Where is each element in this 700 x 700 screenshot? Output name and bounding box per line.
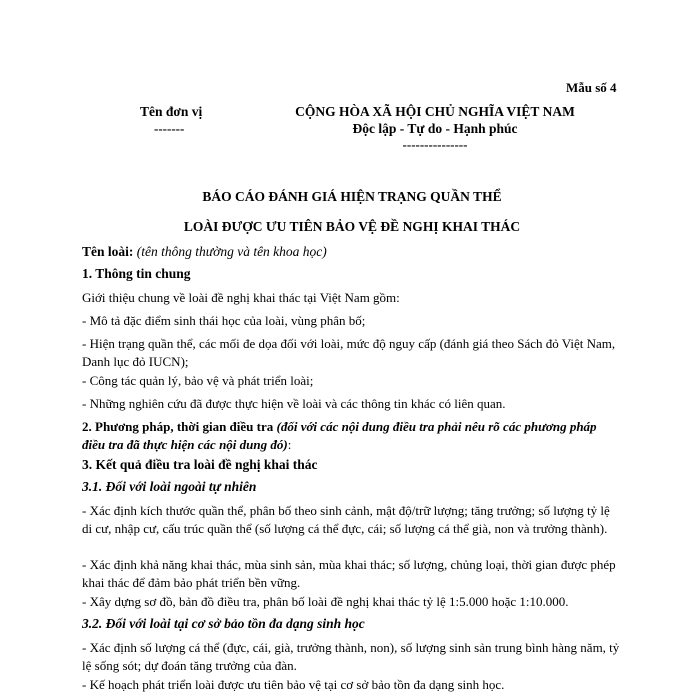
section1-item: - Mô tả đặc điểm sinh thái học của loài, vùng phân bố; [82,313,366,328]
motto: Độc lập - Tự do - Hạnh phúc [352,121,518,136]
section3-2-item: - Xác định số lượng cá thể (đực, cái, già, trưởng thành, non), số lượng sinh sản trung bình hàng năm, tỷ lệ sống sót; dự đoán tăng trưởng của đàn. [82,640,620,673]
section3-2-heading: 3.2. Đối với loài tại cơ sở bảo tồn đa dạng sinh học [82,616,365,631]
section1-item: - Công tác quản lý, bảo vệ và phát triển loài; [82,373,314,388]
section1-heading: 1. Thông tin chung [82,266,191,281]
species-label: Tên loài: [82,244,134,259]
section3-heading: 3. Kết quả điều tra loài đề nghị khai thác [82,457,318,472]
country-name: CỘNG HÒA XÃ HỘI CHỦ NGHĨA VIỆT NAM [295,104,575,119]
section3-1-item: - Xây dựng sơ đồ, bản đồ điều tra, phân bố loài đề nghị khai thác tỷ lệ 1:5.000 hoặc 1:10.000. [82,594,569,609]
motto-dash: --------------- [402,137,468,152]
section1-intro: Giới thiệu chung về loài đề nghị khai thác tại Việt Nam gồm: [82,290,400,305]
section3-1-item: - Xác định khả năng khai thác, mùa sinh sản, mùa khai thác; số lượng, chủng loại, thời gian được phép khai thác để đảm bảo phát triển bền vững. [82,557,616,590]
form-number: Mẫu số 4 [566,80,617,95]
section3-2-item: - Kế hoạch phát triển loài được ưu tiên bảo vệ tại cơ sở bảo tồn đa dạng sinh học. [82,677,505,692]
section3-1-heading: 3.1. Đối với loài ngoài tự nhiên [82,479,257,494]
section2-paragraph [82,418,622,454]
section1-item: - Hiện trạng quần thể, các mối đe dọa đối với loài, mức độ nguy cấp (đánh giá theo Sách đỏ Việt Nam, Danh lục đỏ IUCN); [82,336,616,369]
unit-label: Tên đơn vị [140,104,203,119]
section2-heading: 2. Phương pháp, thời gian điều tra [82,419,274,434]
section1-item: - Những nghiên cứu đã được thực hiện về loài và các thông tin khác có liên quan. [82,396,506,411]
section2-note: (đối với các nội dung điều tra phải nêu rõ các phương pháp điều tra đã thực hiện các nội dung đó) [82,419,597,452]
report-title-line2: LOÀI ĐƯỢC ƯU TIÊN BẢO VỆ ĐỀ NGHỊ KHAI THÁC [183,219,521,234]
section2-colon: : [287,437,292,452]
species-line [82,244,327,260]
species-hint: (tên thông thường và tên khoa học) [136,244,327,259]
report-title-line1: BÁO CÁO ĐÁNH GIÁ HIỆN TRẠNG QUẦN THỂ [202,189,502,204]
section3-1-item: - Xác định kích thước quần thể, phân bố theo sinh cảnh, mật độ/trữ lượng; tăng trưởng; số lượng tỷ lệ di cư, nhập cư, cấu trúc quần thể (số lượng cá thể đực, cái; số lượng cá thể già, non và trưởng thành). [82,503,610,536]
unit-dash: ------- [154,121,185,136]
